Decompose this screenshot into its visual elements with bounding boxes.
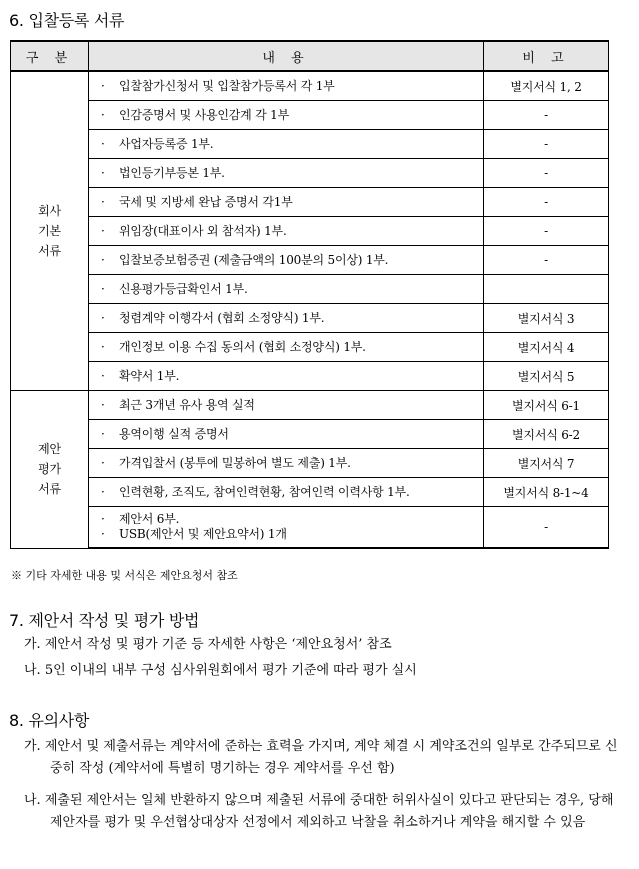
bullet-icon: · xyxy=(101,252,105,267)
note-cell: 별지서식 6-1 xyxy=(484,391,609,420)
bullet-icon: · xyxy=(101,223,105,238)
content-line xyxy=(101,195,483,210)
note-cell: 별지서식 4 xyxy=(484,333,609,362)
content-line xyxy=(101,369,483,384)
content-text: 인력현황, 조직도, 참여인력현황, 참여인력 이력사항 1부. xyxy=(119,484,410,499)
table-row xyxy=(11,304,609,333)
content-cell xyxy=(89,188,484,217)
content-line xyxy=(101,79,483,94)
content-text: USB(제안서 및 제안요약서) 1개 xyxy=(119,527,287,541)
table-body xyxy=(11,71,609,548)
content-cell xyxy=(89,304,484,333)
bullet-icon: · xyxy=(101,194,105,209)
content-cell xyxy=(89,217,484,246)
content-cell xyxy=(89,362,484,391)
section-8-item-a-text: 가. 제안서 및 제출서류는 계약서에 준하는 효력을 가지며, 계약 체결 시 계약조건의 일부로 간주되므로 신중히 작성 (계약서에 특별히 명기하는 경우 계약서를 우선 함) xyxy=(24,739,618,776)
content-text: 청렴계약 이행각서 (협회 소정양식) 1부. xyxy=(119,310,325,325)
content-text: 국세 및 지방세 완납 증명서 각1부 xyxy=(119,194,293,209)
section-8-item-a xyxy=(24,736,624,780)
bullet-icon: · xyxy=(101,281,105,296)
content-text: 입찰참가신청서 및 입찰참가등록서 각 1부 xyxy=(119,78,335,93)
footnote: ※ 기타 자세한 내용 및 서식은 제안요청서 참조 xyxy=(11,569,238,582)
table-row xyxy=(11,188,609,217)
note-cell: - xyxy=(484,101,609,130)
content-text: 사업자등록증 1부. xyxy=(119,136,214,151)
content-cell xyxy=(89,275,484,304)
bullet-icon: · xyxy=(101,426,105,441)
note-cell: 별지서식 5 xyxy=(484,362,609,391)
content-cell xyxy=(89,101,484,130)
bullet-icon: · xyxy=(101,512,105,526)
table-row xyxy=(11,275,609,304)
note-cell: - xyxy=(484,217,609,246)
category-line: 기본 xyxy=(38,224,61,238)
content-cell xyxy=(89,159,484,188)
bullet-icon: · xyxy=(101,78,105,93)
content-cell xyxy=(89,507,484,549)
bullet-icon: · xyxy=(101,455,105,470)
table-row xyxy=(11,420,609,449)
content-text: 확약서 1부. xyxy=(119,368,180,383)
table-row xyxy=(11,507,609,549)
bullet-icon: · xyxy=(101,310,105,325)
bullet-icon: · xyxy=(101,107,105,122)
note-cell: - xyxy=(484,507,609,549)
bullet-icon: · xyxy=(101,368,105,383)
content-line xyxy=(101,253,483,268)
content-cell xyxy=(89,71,484,101)
table-row xyxy=(11,159,609,188)
table-row xyxy=(11,333,609,362)
content-line xyxy=(101,456,483,471)
note-cell: 별지서식 3 xyxy=(484,304,609,333)
bullet-icon: · xyxy=(101,484,105,499)
table-row xyxy=(11,362,609,391)
content-text: 최근 3개년 유사 용역 실적 xyxy=(119,397,255,412)
bullet-icon: · xyxy=(101,165,105,180)
bullet-icon: · xyxy=(101,397,105,412)
content-line xyxy=(101,311,483,326)
content-cell xyxy=(89,333,484,362)
category-line: 서류 xyxy=(38,244,61,258)
category-cell xyxy=(11,71,89,391)
note-cell: 별지서식 1, 2 xyxy=(484,71,609,101)
content-text: 개인정보 이용 수집 동의서 (협회 소정양식) 1부. xyxy=(119,339,366,354)
note-cell: 별지서식 8-1~4 xyxy=(484,478,609,507)
table-row xyxy=(11,449,609,478)
table-row xyxy=(11,101,609,130)
header-category: 구 분 xyxy=(11,41,89,71)
table-row xyxy=(11,71,609,101)
note-cell: - xyxy=(484,130,609,159)
note-cell: - xyxy=(484,246,609,275)
table-row xyxy=(11,130,609,159)
content-line xyxy=(101,224,483,239)
content-text: 용역이행 실적 증명서 xyxy=(119,426,229,441)
note-cell: - xyxy=(484,159,609,188)
table-header-row xyxy=(11,41,609,71)
content-cell xyxy=(89,478,484,507)
section-7-title: 7. 제안서 작성 및 평가 방법 xyxy=(9,611,200,630)
content-text: 법인등기부등본 1부. xyxy=(119,165,225,180)
category-line: 서류 xyxy=(38,482,61,497)
note-cell: 별지서식 6-2 xyxy=(484,420,609,449)
content-line xyxy=(101,282,483,297)
table-row xyxy=(11,246,609,275)
content-text: 인감증명서 및 사용인감계 각 1부 xyxy=(119,107,289,122)
content-text: 위임장(대표이사 외 참석자) 1부. xyxy=(119,223,287,238)
table-row xyxy=(11,391,609,420)
table-row xyxy=(11,217,609,246)
content-line xyxy=(101,527,483,542)
bullet-icon: · xyxy=(101,136,105,151)
header-note: 비 고 xyxy=(484,41,609,71)
content-cell xyxy=(89,246,484,275)
section-7-item-a: 가. 제안서 작성 및 평가 기준 등 자세한 사항은 ‘제안요청서’ 참조 xyxy=(24,637,392,652)
content-text: 신용평가등급확인서 1부. xyxy=(119,281,248,296)
content-line xyxy=(101,398,483,413)
category-line: 제안 xyxy=(38,442,61,457)
content-line xyxy=(101,166,483,181)
content-cell xyxy=(89,449,484,478)
category-line: 회사 xyxy=(38,204,61,218)
content-line xyxy=(101,512,483,527)
section-8-item-b xyxy=(24,790,624,834)
section-6-title: 6. 입찰등록 서류 xyxy=(9,11,125,30)
category-cell xyxy=(11,391,89,549)
section-7-item-b: 나. 5인 이내의 내부 구성 심사위원회에서 평가 기준에 따라 평가 실시 xyxy=(24,663,417,678)
table-row xyxy=(11,478,609,507)
content-text: 가격입찰서 (봉투에 밀봉하여 별도 제출) 1부. xyxy=(119,455,351,470)
header-content: 내 용 xyxy=(89,41,484,71)
bid-documents-table xyxy=(10,40,609,549)
note-cell xyxy=(484,275,609,304)
bullet-icon: · xyxy=(101,339,105,354)
section-8-item-b-text: 나. 제출된 제안서는 일체 반환하지 않으며 제출된 서류에 중대한 허위사실이 있다고 판단되는 경우, 당해 제안자를 평가 및 우선협상대상자 선정에서 제외하고 낙찰을 취소하거나 계약을 해지할 수 있음 xyxy=(24,793,614,830)
content-line xyxy=(101,340,483,355)
content-line xyxy=(101,427,483,442)
content-line xyxy=(101,137,483,152)
content-text: 입찰보증보험증권 (제출금액의 100분의 5이상) 1부. xyxy=(119,252,389,267)
content-line xyxy=(101,108,483,123)
bullet-icon: · xyxy=(101,527,105,541)
content-cell xyxy=(89,130,484,159)
section-8-title: 8. 유의사항 xyxy=(9,711,90,730)
note-cell: 별지서식 7 xyxy=(484,449,609,478)
category-line: 평가 xyxy=(38,462,61,477)
content-cell xyxy=(89,391,484,420)
content-text: 제안서 6부. xyxy=(119,512,180,526)
content-cell xyxy=(89,420,484,449)
content-line xyxy=(101,485,483,500)
note-cell: - xyxy=(484,188,609,217)
